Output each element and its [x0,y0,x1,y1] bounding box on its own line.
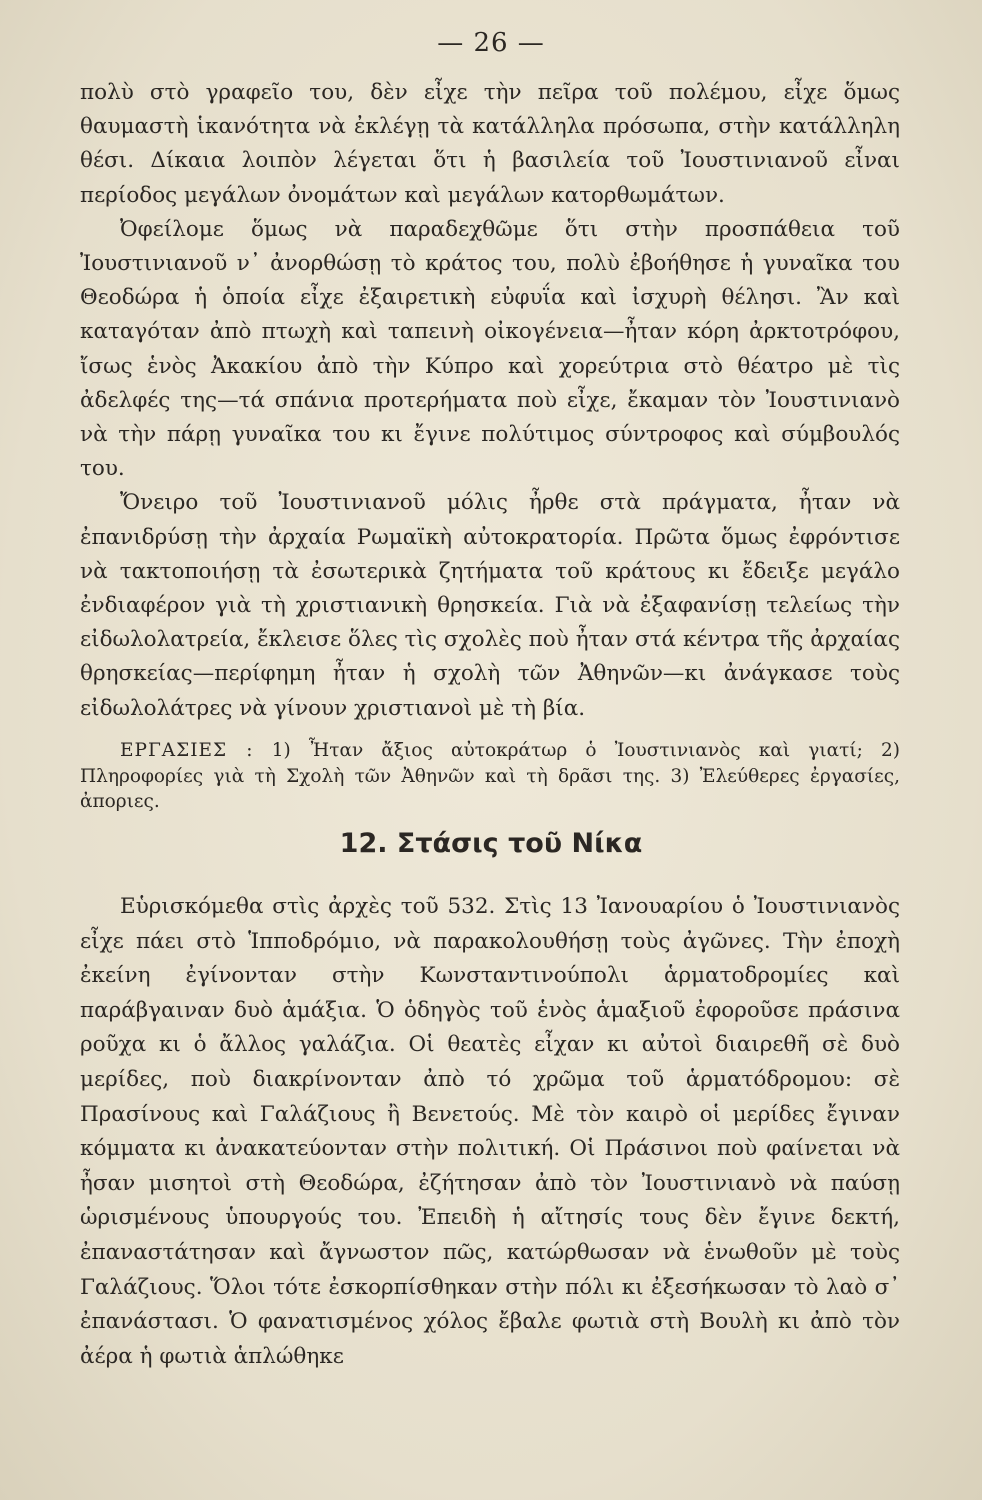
paragraph-justinian-dream: Ὄνειρο τοῦ Ἰουστινιανοῦ μόλις ἦρθε στὰ πράγματα, ἦταν νὰ ἐπανιδρύσῃ τὴν ἀρχαία Ρωμαϊκὴ αὐτοκρατορία. Πρῶτα ὅμως ἐφρόντισε νὰ τακτοποιήσῃ τὰ ἐσωτερικὰ ζητήματα τοῦ κράτους κι ἔδειξε μεγάλο ἐνδιαφέρον γιὰ τὴ χριστιανικὴ θρησκεία. Γιὰ νὰ ἐξαφανίσῃ τελείως τὴν εἰδωλολατρεία, ἔκλεισε ὅλες τὶς σχολὲς ποὺ ἦταν στά κέντρα τῆς ἀρχαίας θρησκείας—περίφημη ἦταν ἡ σχολὴ τῶν Ἀθηνῶν—κι ἀνάγκασε τοὺς εἰδωλολάτρες νὰ γίνουν χριστιανοὶ μὲ τὴ βία. [80,490,900,721]
page-number: — 26 — [437,28,545,58]
paragraph-nika-riot: Εὑρισκόμεθα στὶς ἀρχὲς τοῦ 532. Στὶς 13 Ἰανουαρίου ὁ Ἰουστινιανὸς εἶχε πάει στὸ Ἱπποδρόμιο, νὰ παρακολουθήσῃ τοὺς ἀγῶνες. Τὴν ἐποχὴ ἐκείνη ἐγίνονταν στὴν Κωνσταντινούπολι ἁρματοδρομίες καὶ παράβγαιναν δυὸ ἁμάξια. Ὁ ὁδηγὸς τοῦ ἑνὸς ἁμαξιοῦ ἐφοροῦσε πράσινα ροῦχα κι ὁ ἄλλος γαλάζια. Οἱ θεατὲς εἶχαν κι αὐτοὶ διαιρεθῆ σὲ δυὸ μερίδες, ποὺ διακρίνονταν ἀπὸ τό χρῶμα τοῦ ἁρματόδρομου: σὲ Πρασίνους καὶ Γαλάζιους ἢ Βενετούς. Μὲ τὸν καιρὸ οἱ μερίδες ἔγιναν κόμματα κι ἀνακατεύονταν στὴν πολιτική. Οἱ Πράσινοι ποὺ φαίνεται νὰ ἦσαν μισητοὶ στὴ Θεοδώρα, ἐζήτησαν ἀπὸ τὸν Ἰουστινιανὸ νὰ παύσῃ ὡρισμένους ὑπουργούς του. Ἐπειδὴ ἡ αἴτησίς τους δὲν ἔγινε δεκτή, ἐπαναστάτησαν καὶ ἄγνωστον πῶς, κατώρθωσαν νὰ ἑνωθοῦν μὲ τοὺς Γαλάζιους. Ὅλοι τότε ἐσκορπίσθηκαν στὴν πόλι κι ἐξεσήκωσαν τὸ λαὸ σ᾿ ἐπανάστασι. Ὁ φανατισμένος χόλος ἔβαλε φωτιὰ στὴ Βουλὴ κι ἀπὸ τὸν ἀέρα ἡ φωτιὰ ἁπλώθηκε [80,894,900,1369]
exercises-text: 1) Ἦταν ἄξιος αὐτοκράτωρ ὁ Ἰουστινιανὸς καὶ γιατί; 2) Πληροφορίες γιὰ τὴ Σχολὴ τῶν Ἀθηνῶν καὶ τὴ δρᾶσι της. 3) Ἐλεύθερες ἐργασίες, ἀποριες. [80,740,900,812]
bottom-section [80,890,900,1374]
paragraph-theodora: Ὀφείλομε ὅμως νὰ παραδεχθῶμε ὅτι στὴν προσπάθεια τοῦ Ἰουστινιανοῦ ν᾿ ἀνορθώσῃ τὸ κράτος του, πολὺ ἐβοήθησε ἡ γυναῖκα του Θεοδώρα ἡ ὁποία εἶχε ἐξαιρετικὴ εὐφυΐα καὶ ἰσχυρὴ θέλησι. Ἂν καὶ καταγόταν ἀπὸ πτωχὴ καὶ ταπεινὴ οἰκογένεια—ἦταν κόρη ἀρκτοτρόφου, ἴσως ἑνὸς Ἀκακίου ἀπὸ τὴν Κύπρο καὶ χορεύτρια στὸ θέατρο μὲ τὶς ἀδελφές της—τά σπάνια προτερήματα ποὺ εἶχε, ἔκαμαν τὸν Ἰουστινιανὸ νὰ τὴν πάρῃ γυναῖκα του κι ἔγινε πολύτιμος σύντροφος καὶ σύμβουλός του. [80,216,900,482]
exercises-label: ΕΡΓΑΣΙΕΣ : [120,740,254,761]
paragraph-continuation: πολὺ στὸ γραφεῖο του, δὲν εἶχε τὴν πεῖρα τοῦ πολέμου, εἶχε ὅμως θαυμαστὴ ἱκανότητα νὰ ἐκλέγῃ τὰ κατάλληλα πρόσωπα, στὴν κατάλληλη θέσι. Δίκαια λοιπὸν λέγεται ὅτι ἡ βασιλεία τοῦ Ἰουστινιανοῦ εἶναι περίοδος μεγάλων ὀνομάτων καὶ μεγάλων κατορθωμάτων. [80,80,900,208]
exercises-block [80,738,900,815]
chapter-heading: 12. Στάσις τοῦ Νίκα [339,828,643,859]
top-section [80,76,900,726]
